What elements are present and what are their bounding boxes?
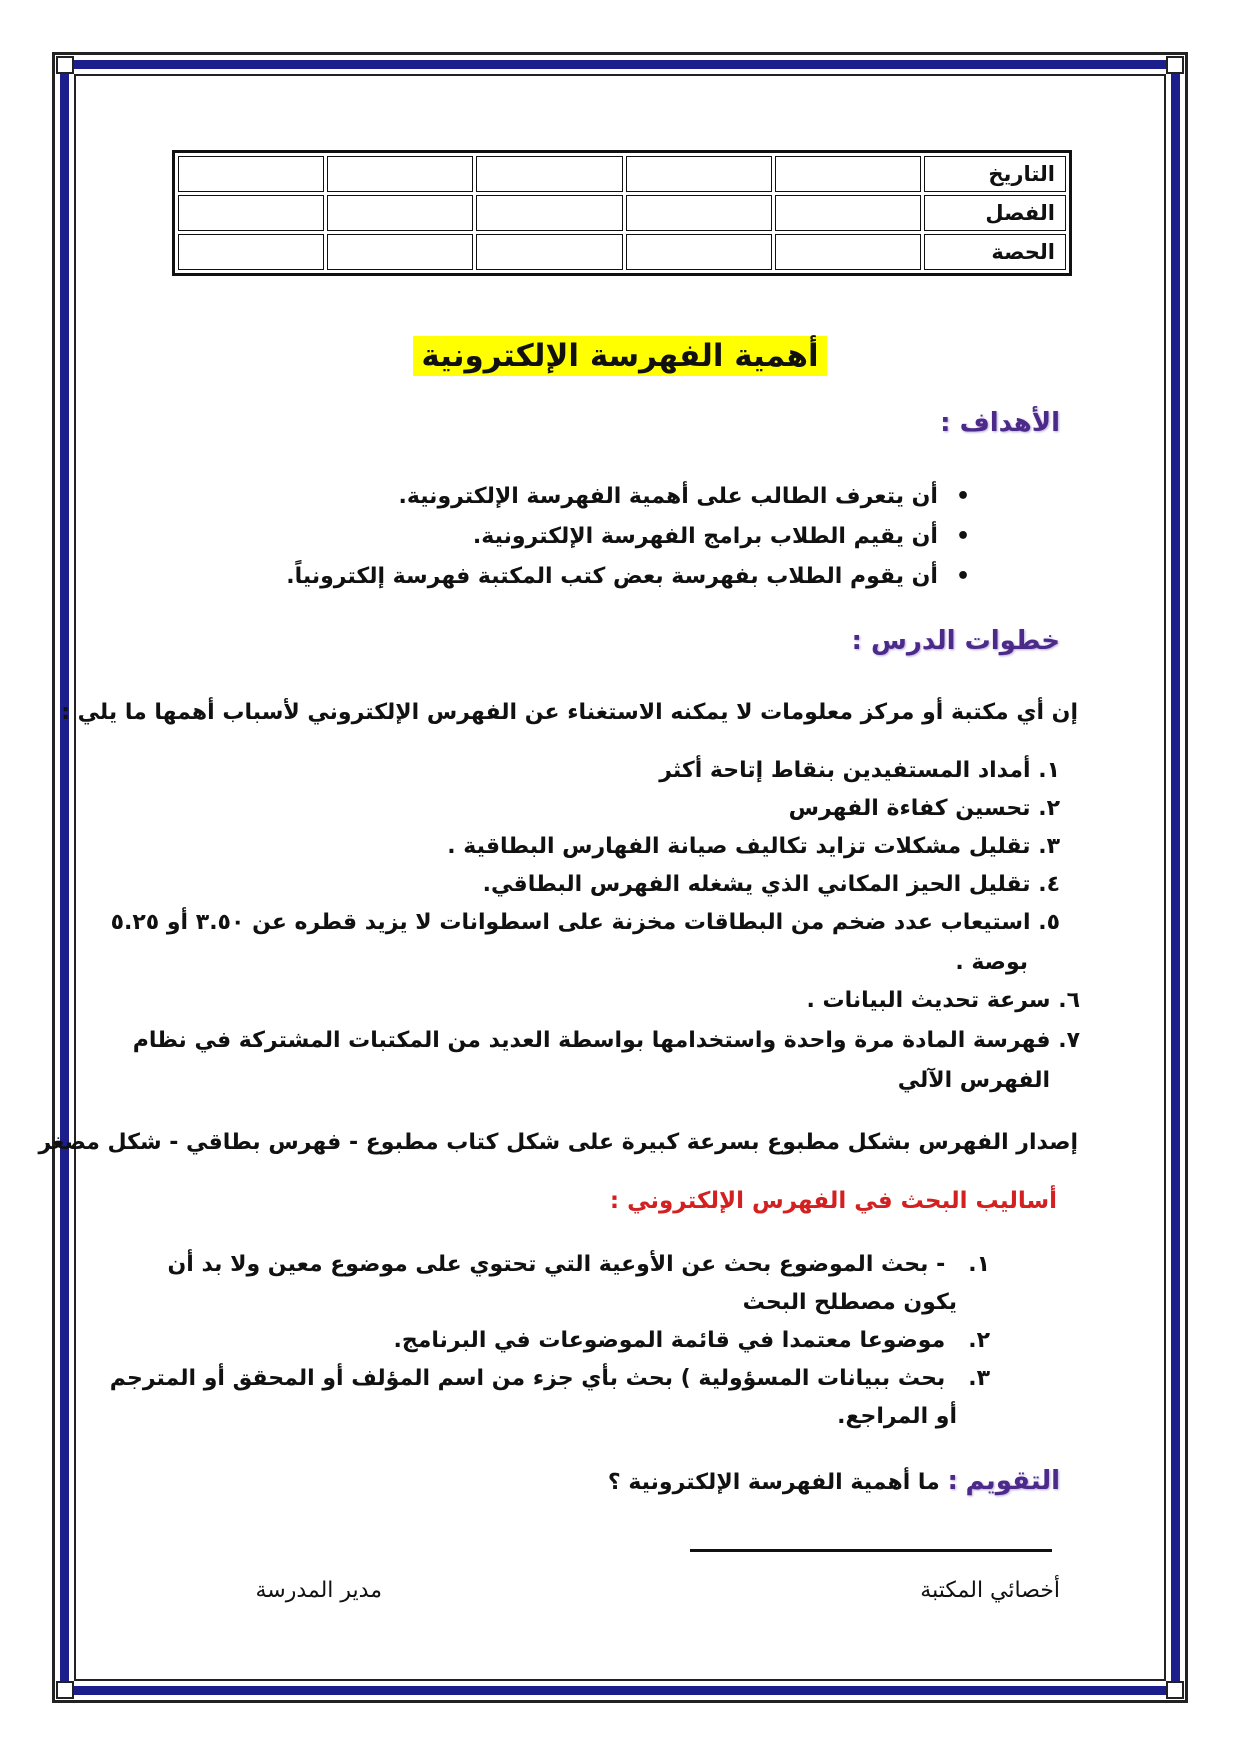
step-item [659, 758, 1060, 783]
steps-intro: إن أي مكتبة أو مركز معلومات لا يمكنه الاستغناء عن الفهرس الإلكتروني لأسباب أهمها ما يلي : [61, 700, 1078, 725]
steps-colon: : [851, 626, 862, 656]
evaluation-heading: التقويم [965, 1466, 1060, 1496]
corner-ornament [1166, 56, 1184, 74]
table-cell[interactable] [327, 156, 473, 192]
librarian-signature: أخصائي المكتبة [920, 1578, 1060, 1603]
principal-signature: مدير المدرسة [255, 1578, 382, 1603]
table-cell[interactable] [178, 234, 324, 270]
table-label: الحصة [924, 234, 1066, 270]
step-text: استيعاب عدد ضخم من البطاقات مخزنة على اسطوانات لا يزيد قطره عن ٣.٥٠ أو ٥.٢٥ [110, 910, 1031, 935]
search-number: ١. [968, 1252, 990, 1277]
objectives-heading-text: الأهداف [959, 408, 1060, 438]
table-cell[interactable] [626, 234, 772, 270]
step-number: ١. [1038, 758, 1060, 783]
table-row [178, 156, 1066, 192]
step-item [789, 796, 1060, 821]
steps-heading-text: خطوات الدرس [871, 626, 1060, 656]
table-cell[interactable] [178, 156, 324, 192]
evaluation-colon: : [947, 1466, 958, 1496]
lesson-title [0, 338, 1240, 374]
evaluation-question: ما أهمية الفهرسة الإلكترونية ؟ [607, 1470, 940, 1495]
search-number: ٢. [968, 1328, 990, 1353]
corner-ornament [56, 1681, 74, 1699]
table-row [178, 234, 1066, 270]
lesson-title-text: أهمية الفهرسة الإلكترونية [413, 336, 826, 376]
step-item [447, 834, 1060, 859]
step-item [806, 988, 1080, 1013]
search-number: ٣. [968, 1366, 990, 1391]
step-text: تقليل الحيز المكاني الذي يشغله الفهرس البطاقي. [482, 872, 1031, 897]
step-number: ٦. [1058, 988, 1080, 1013]
step-item [133, 1028, 1080, 1053]
search-continuation: يكون مصطلح البحث [742, 1290, 957, 1315]
corner-ornament [1166, 1681, 1184, 1699]
step-text: سرعة تحديث البيانات . [806, 988, 1051, 1013]
step-number: ٣. [1038, 834, 1060, 859]
search-heading: أساليب البحث في الفهرس الإلكتروني : [609, 1188, 1057, 1214]
search-item [394, 1328, 990, 1353]
search-continuation: أو المراجع. [837, 1404, 957, 1429]
step-text: فهرسة المادة مرة واحدة واستخدامها بواسطة العديد من المكتبات المشتركة في نظام [132, 1028, 1051, 1053]
signature-line [690, 1549, 1052, 1552]
class-info-table [172, 150, 1072, 276]
table-cell[interactable] [327, 234, 473, 270]
search-text: بحث ببيانات المسؤولية ) بحث بأي جزء من اسم المؤلف أو المحقق أو المترجم [109, 1366, 946, 1391]
step-number: ٧. [1058, 1028, 1080, 1053]
table-cell[interactable] [476, 156, 622, 192]
evaluation-row [608, 1466, 1060, 1496]
objective-item: • أن يقوم الطلاب بفهرسة بعض كتب المكتبة فهرسة إلكترونياً. [286, 564, 970, 589]
corner-ornament [56, 56, 74, 74]
table-row [178, 195, 1066, 231]
table-cell[interactable] [775, 156, 921, 192]
step-text: تحسين كفاءة الفهرس [788, 796, 1031, 821]
objective-item: • أن يقيم الطلاب برامج الفهرسة الإلكترونية. [473, 524, 970, 549]
table-cell[interactable] [775, 234, 921, 270]
table-cell[interactable] [327, 195, 473, 231]
table-label: الفصل [924, 195, 1066, 231]
step-number: ٢. [1038, 796, 1060, 821]
table-cell[interactable] [626, 156, 772, 192]
search-text: - بحث الموضوع بحث عن الأوعية التي تحتوي على موضوع معين ولا بد أن [167, 1252, 946, 1277]
step-number: ٥. [1038, 910, 1060, 935]
table-cell[interactable] [476, 234, 622, 270]
step-continuation: الفهرس الآلي [897, 1068, 1050, 1093]
steps-outro: إصدار الفهرس بشكل مطبوع بسرعة كبيرة على شكل كتاب مطبوع - فهرس بطاقي - شكل مصغر [38, 1130, 1078, 1155]
search-item [110, 1366, 990, 1391]
table-cell[interactable] [476, 195, 622, 231]
objectives-heading [940, 408, 1060, 438]
table-cell[interactable] [178, 195, 324, 231]
step-continuation: بوصة . [955, 950, 1028, 975]
search-text: موضوعا معتمدا في قائمة الموضوعات في البرنامج. [393, 1328, 946, 1353]
table-cell[interactable] [775, 195, 921, 231]
step-text: أمداد المستفيدين بنقاط إتاحة أكثر [659, 758, 1031, 783]
table-label: التاريخ [924, 156, 1066, 192]
search-item [167, 1252, 990, 1277]
table-cell[interactable] [626, 195, 772, 231]
step-item [483, 872, 1060, 897]
objective-item: • أن يتعرف الطالب على أهمية الفهرسة الإلكترونية. [399, 484, 971, 509]
objectives-colon: : [940, 408, 951, 438]
steps-heading [852, 626, 1060, 656]
step-item [111, 910, 1060, 935]
step-text: تقليل مشكلات تزايد تكاليف صيانة الفهارس البطاقية . [447, 834, 1031, 859]
step-number: ٤. [1038, 872, 1060, 897]
